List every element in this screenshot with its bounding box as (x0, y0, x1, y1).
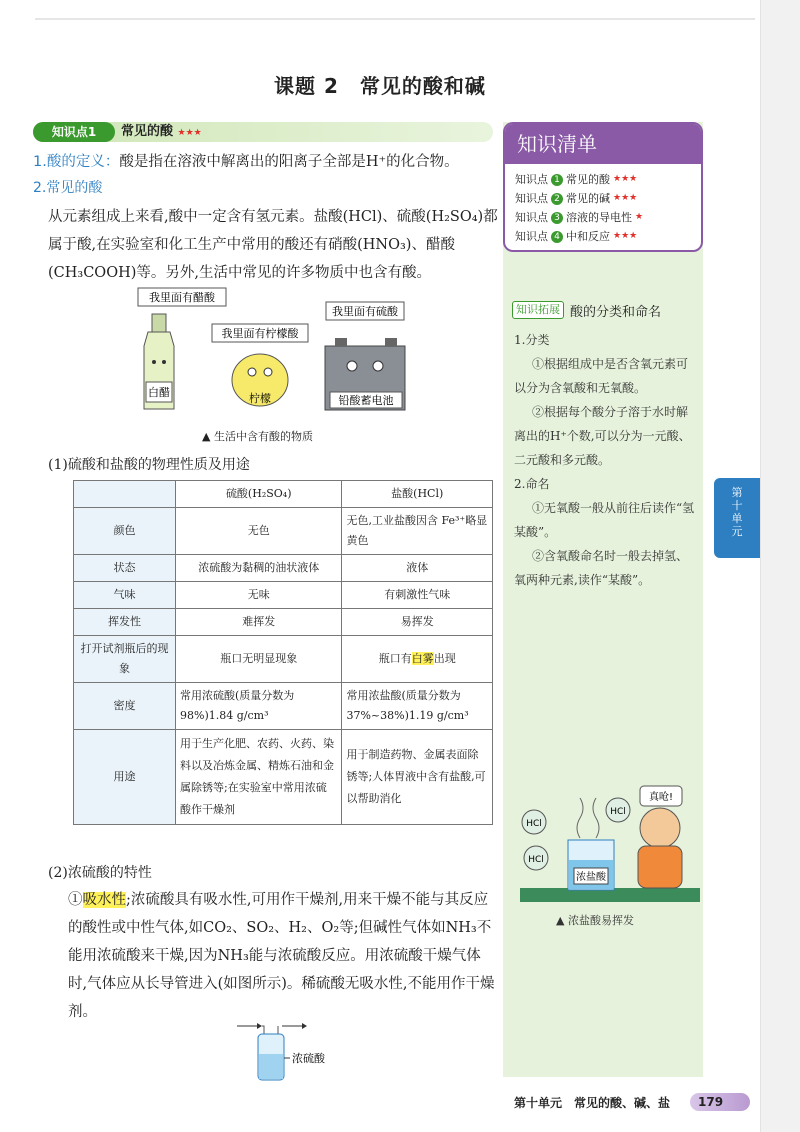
table-row (74, 582, 493, 609)
row-label: 状态 (74, 555, 176, 582)
row-label: 挥发性 (74, 609, 176, 636)
list-item: 知识点 3 溶液的导电性 ★ (515, 208, 691, 227)
common-acids-heading: 2.常见的酸 (33, 180, 103, 196)
gas-label: HCl (526, 819, 542, 829)
gas-label: HCl (610, 807, 626, 817)
item-label: 常见的碱 (566, 192, 610, 205)
table-corner (74, 481, 176, 508)
bubble-lemon: 我里面有柠檬酸 (221, 327, 299, 340)
gas-label: HCl (528, 855, 544, 865)
bubble-vinegar: 我里面有醋酸 (149, 291, 215, 304)
table-row (74, 555, 493, 582)
table-header-row (74, 481, 493, 508)
extension-title: 酸的分类和命名 (570, 304, 662, 320)
acid-substances-figure (130, 284, 430, 434)
item-stars: ★★★ (613, 231, 638, 241)
knowledge-extension-header (512, 300, 697, 320)
cell-hcl: 常用浓盐酸(质量分数为37%~38%)1.19 g/cm³ (342, 683, 493, 730)
page-title: 课题 2 常见的酸和碱 (274, 74, 486, 98)
label-vinegar: 白醋 (148, 386, 170, 399)
cell-h2so4: 无味 (176, 582, 342, 609)
cell-hcl: 有刺激性气味 (342, 582, 493, 609)
tab-char: 单 (731, 512, 743, 525)
subsection2-heading: (2)浓硫酸的特性 (48, 865, 152, 881)
row-label: 打开试剂瓶后的现象 (74, 636, 176, 683)
cell-hcl-post: 出现 (433, 652, 456, 665)
tab-char: 第 (731, 486, 743, 499)
item-number: 4 (551, 231, 563, 243)
item-stars: ★★★ (613, 174, 638, 184)
item-label: 常见的酸 (566, 173, 610, 186)
cell-hcl (342, 636, 493, 683)
definition-label: 1.酸的定义： (33, 154, 120, 170)
acid-properties-table (73, 480, 493, 825)
knowledge-list-title: 知识清单 (505, 124, 701, 164)
acid-definition (33, 149, 498, 175)
top-rule (35, 18, 755, 20)
row-label: 气味 (74, 582, 176, 609)
subsection1-heading: (1)硫酸和盐酸的物理性质及用途 (48, 457, 250, 473)
cell-hcl: 易挥发 (342, 609, 493, 636)
chapter-tab (714, 478, 760, 558)
label-battery: 铅酸蓄电池 (338, 394, 394, 407)
item-label: 溶液的导电性 (566, 211, 632, 224)
hygroscopic-paragraph (68, 886, 496, 1026)
list-item: 知识点 1 常见的酸 ★★★ (515, 170, 691, 189)
table-row (74, 730, 493, 825)
knowledge-list (503, 122, 703, 252)
row-label: 密度 (74, 683, 176, 730)
label-lemon: 柠檬 (249, 392, 271, 405)
item-stars: ★ (635, 212, 644, 222)
common-acids-paragraph: 从元素组成上来看,酸中一定含有氢元素。盐酸(HCl)、硫酸(H₂SO₄)都属于酸,在实验室和化工生产中常用的酸还有硝酸(HNO₃)、醋酸(CH₃COOH)等。另外,生活中常见的许多物质中也含有酸。 (48, 209, 498, 281)
extension-line: ②根据每个酸分子溶于水时解离出的H⁺个数,可以分为一元酸、二元酸和多元酸。 (514, 405, 691, 467)
table-row (74, 636, 493, 683)
cell-hcl: 液体 (342, 555, 493, 582)
cell-h2so4: 常用浓硫酸(质量分数为98%)1.84 g/cm³ (176, 683, 342, 730)
cell-hcl: 用于制造药物、金属表面除锈等;人体胃液中含有盐酸,可以帮助消化 (342, 730, 493, 825)
extension-line: 1.分类 (514, 333, 550, 347)
bubble-battery: 我里面有硫酸 (332, 305, 398, 318)
item-stars: ★★★ (613, 193, 638, 203)
prop-number: ① (68, 892, 83, 908)
row-label: 用途 (74, 730, 176, 825)
speech-bubble: 真呛! (648, 792, 674, 803)
list-item: 知识点 2 常见的碱 ★★★ (515, 189, 691, 208)
table-row (74, 609, 493, 636)
bottle-label: 浓盐酸 (576, 872, 606, 883)
bottle-label: 浓硫酸 (292, 1052, 325, 1065)
cell-h2so4: 无色 (176, 508, 342, 555)
sidebar-background (503, 122, 703, 1077)
tab-char: 元 (731, 525, 743, 538)
drying-bottle-figure (232, 1020, 362, 1085)
table-col-hcl: 盐酸(HCl) (342, 481, 493, 508)
page-number: 179 (690, 1093, 750, 1111)
hcl-volatility-figure (520, 780, 700, 910)
prop-text: ;浓硫酸具有吸水性,可用作干燥剂,用来干燥不能与其反应的酸性或中性气体,如CO₂、SO₂、H₂、O₂等;但碱性气体如NH₃不能用浓硫酸来干燥,因为NH₃能与浓硫酸反应。用浓硫酸干燥气体时,气体应从长导管进入(如图所示)。稀硫酸无吸水性,不能用作干燥剂。 (68, 892, 495, 1020)
item-number: 2 (551, 193, 563, 205)
prop-highlight: 吸水性 (82, 892, 126, 908)
extension-line: ①无氧酸一般从前往后读作“氢某酸”。 (514, 501, 695, 539)
cell-hcl-pre: 瓶口有 (378, 652, 412, 665)
hcl-figure-caption: ▲ 浓盐酸易挥发 (556, 914, 634, 927)
item-number: 1 (551, 174, 563, 186)
cell-h2so4: 浓硫酸为黏稠的油状液体 (176, 555, 342, 582)
extension-badge: 知识拓展 (512, 301, 564, 319)
knowledge-list-items (505, 164, 701, 252)
table-row (74, 683, 493, 730)
table-row (74, 508, 493, 555)
cell-h2so4: 瓶口无明显现象 (176, 636, 342, 683)
kp-stars: ★★★ (177, 128, 202, 138)
table-col-h2so4: 硫酸(H₂SO₄) (176, 481, 342, 508)
list-item: 知识点 4 中和反应 ★★★ (515, 227, 691, 246)
item-number: 3 (551, 212, 563, 224)
definition-text: 酸是指在溶液中解离出的阳离子全部是H⁺的化合物。 (119, 154, 459, 170)
item-label: 中和反应 (566, 230, 610, 243)
extension-line: ①根据组成中是否含氧元素可以分为含氧酸和无氧酸。 (514, 357, 689, 395)
cell-hcl-highlight: 白雾 (411, 652, 434, 665)
extension-line: 2.命名 (514, 477, 550, 491)
cell-h2so4: 难挥发 (176, 609, 342, 636)
footer-unit-title: 第十单元 常见的酸、碱、盐 (514, 1096, 671, 1110)
knowledge-extension-body (514, 328, 699, 592)
tab-char: 十 (731, 499, 743, 512)
row-label: 颜色 (74, 508, 176, 555)
knowledge-point-badge: 知识点1 (33, 122, 115, 142)
figure1-caption: ▲ 生活中含有酸的物质 (202, 430, 313, 443)
kp-title-text: 常见的酸 (121, 124, 174, 139)
cell-h2so4: 用于生产化肥、农药、火药、染料以及冶炼金属、精炼石油和金属除锈等;在实验室中常用浓硫酸作干燥剂 (176, 730, 342, 825)
extension-line: ②含氧酸命名时一般去掉氢、氧两种元素,读作“某酸”。 (514, 549, 689, 587)
page-edge (760, 0, 800, 1132)
cell-hcl: 无色,工业盐酸因含 Fe³⁺略显黄色 (342, 508, 493, 555)
knowledge-point-title (121, 122, 202, 143)
